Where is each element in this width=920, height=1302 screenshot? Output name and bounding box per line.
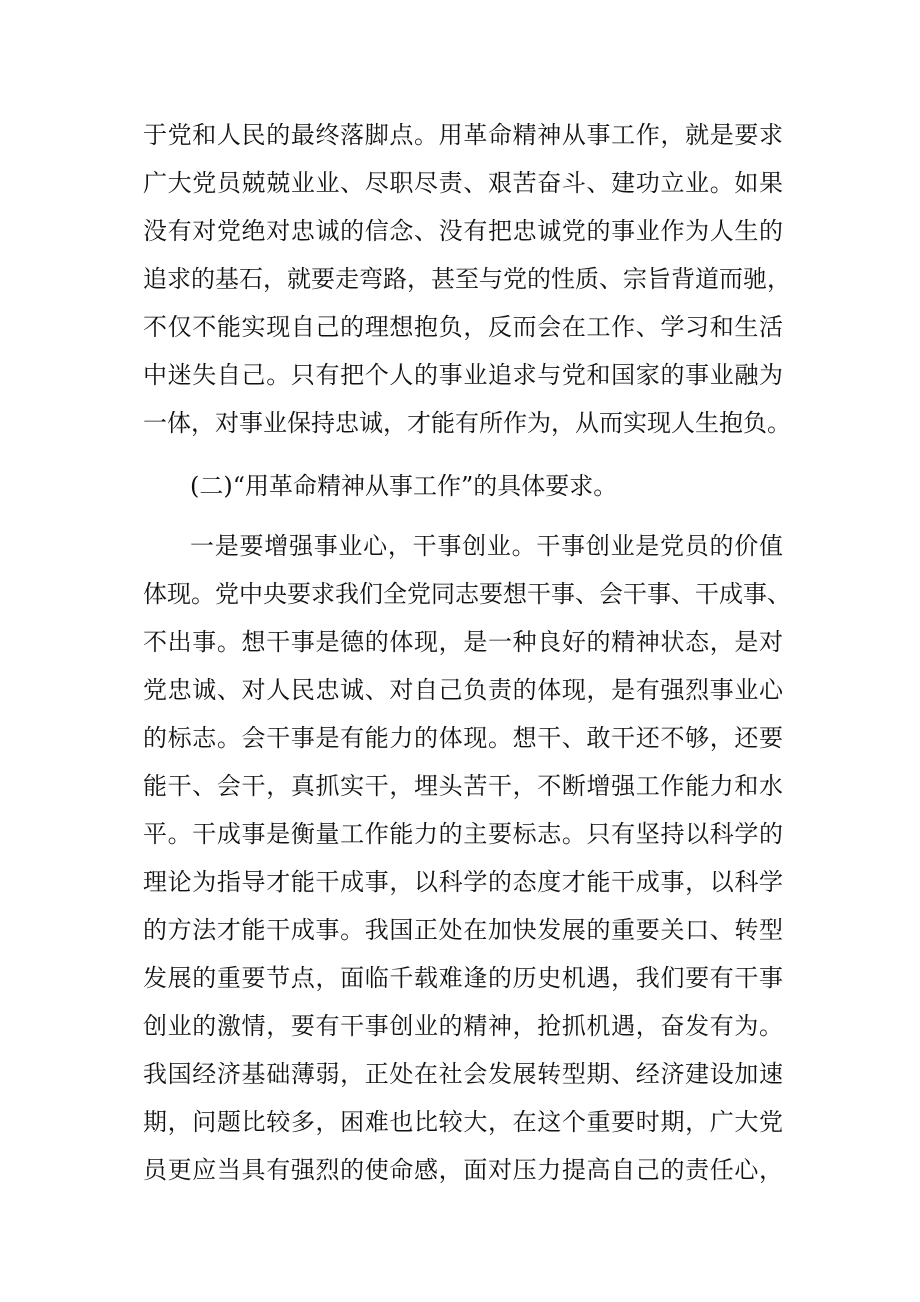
text-line: 平。干成事是衡量工作能力的主要标志。只有坚持以科学的 — [143, 820, 783, 848]
text-line: 理论为指导才能干成事，以科学的态度才能干成事，以科学 — [143, 868, 783, 896]
text-line: 能干、会干，真抓实干，埋头苦干，不断增强工作能力和水 — [143, 772, 783, 800]
text-line: 中迷失自己。只有把个人的事业追求与党和国家的事业融为 — [143, 361, 783, 389]
text-line: 员更应当具有强烈的使命感，面对压力提高自己的责任心， — [143, 1156, 783, 1184]
text-line: 于党和人民的最终落脚点。用革命精神从事工作，就是要求 — [143, 121, 783, 149]
text-line: 我国经济基础薄弱，正处在社会发展转型期、经济建设加速 — [143, 1060, 783, 1088]
text-line: 追求的基石，就要走弯路，甚至与党的性质、宗旨背道而驰， — [143, 265, 791, 293]
text-line: 的方法才能干成事。我国正处在加快发展的重要关口、转型 — [143, 916, 783, 944]
text-line: 党忠诚、对人民忠诚、对自己负责的体现，是有强烈事业心 — [143, 676, 783, 704]
text-line: 发展的重要节点，面临千载难逢的历史机遇，我们要有干事 — [143, 964, 783, 992]
text-line: 体现。党中央要求我们全党同志要想干事、会干事、干成事、 — [143, 580, 791, 608]
text-line: 期，问题比较多，困难也比较大，在这个重要时期，广大党 — [143, 1108, 783, 1136]
text-line: 广大党员兢兢业业、尽职尽责、艰苦奋斗、建功立业。如果 — [143, 169, 783, 197]
text-line: 没有对党绝对忠诚的信念、没有把忠诚党的事业作为人生的 — [143, 217, 783, 245]
text-line: 不出事。想干事是德的体现，是一种良好的精神状态，是对 — [143, 628, 783, 656]
section-heading: (二)“用革命精神从事工作”的具体要求。 — [190, 472, 618, 500]
text-line: 一体，对事业保持忠诚，才能有所作为，从而实现人生抱负。 — [143, 409, 791, 437]
text-line: 创业的激情，要有干事创业的精神，抢抓机遇，奋发有为。 — [143, 1012, 783, 1040]
text-line: 不仅不能实现自己的理想抱负，反而会在工作、学习和生活 — [143, 313, 783, 341]
text-line: 的标志。会干事是有能力的体现。想干、敢干还不够，还要 — [143, 724, 783, 752]
text-line: 一是要增强事业心，干事创业。干事创业是党员的价值 — [190, 532, 783, 560]
